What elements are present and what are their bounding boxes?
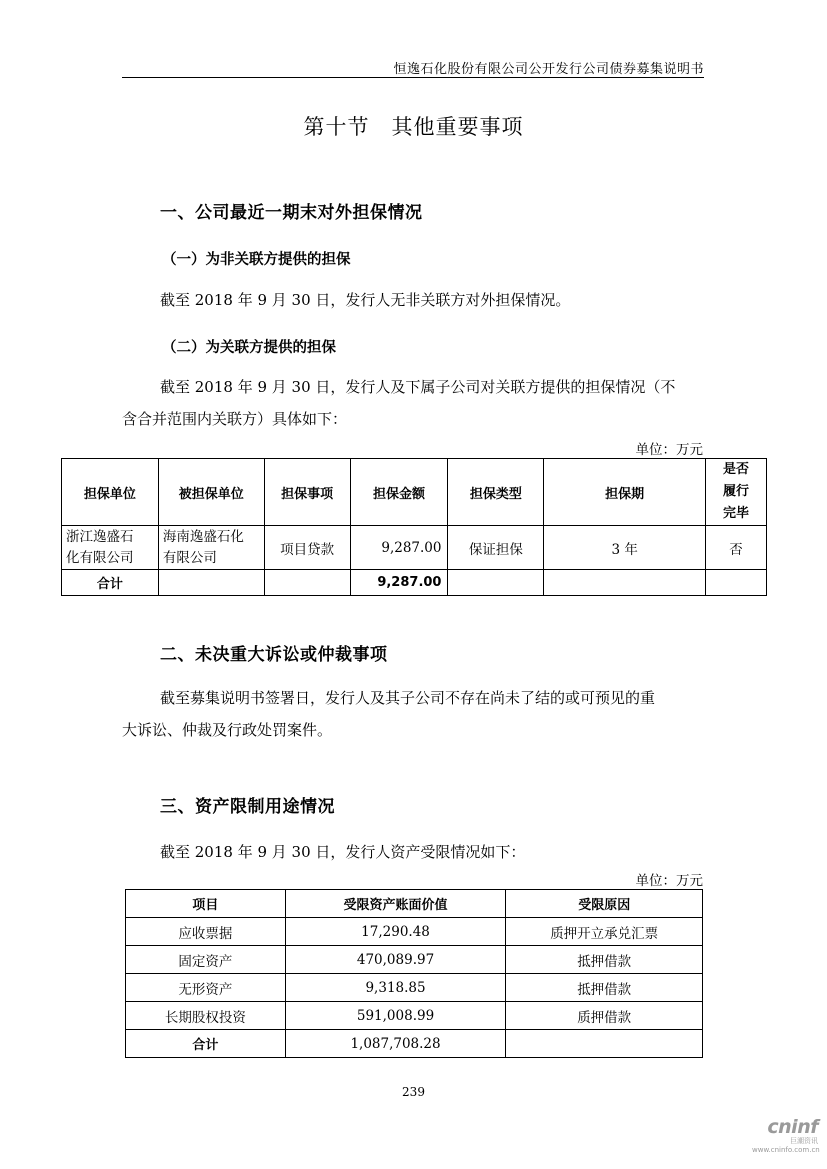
section-title: 第十节 其他重要事项 [303,115,524,139]
cell-empty [448,570,544,596]
cell-reason: 抵押借款 [506,974,703,1002]
cell-type: 保证担保 [448,526,544,570]
unit-label-guarantee: 单位：万元 [635,442,703,458]
cell-empty [264,570,350,596]
cell-guaranteed: 海南逸盛石化 有限公司 [158,526,264,570]
table-row [126,1002,703,1030]
cell-asset-item: 长期股权投资 [126,1002,286,1030]
subheading-related: （二）为关联方提供的担保 [162,340,336,356]
col-item: 担保事项 [264,459,350,526]
cell-total-label: 合计 [126,1030,286,1058]
paragraph-restricted-assets: 截至 2018 年 9 月 30 日，发行人资产受限情况如下： [160,843,526,861]
subheading-non-related: （一）为非关联方提供的担保 [162,252,351,268]
unit-label-assets: 单位：万元 [635,873,703,889]
logo-url: www.cninfo.com.cn [752,1146,820,1154]
paragraph-related: 截至 2018 年 9 月 30 日，发行人及下属子公司对关联方提供的担保情况（不 含合并范围内关联方）具体如下： [122,378,676,428]
table-row [126,974,703,1002]
cell-guarantor: 浙江逸盛石 化有限公司 [62,526,159,570]
col-type: 担保类型 [448,459,544,526]
cell-empty [706,570,767,596]
guarantee-table [61,458,767,596]
cell-book-value: 470,089.97 [285,946,506,974]
cell-total-amount: 9,287.00 [350,570,448,596]
col-asset-item: 项目 [126,890,286,918]
heading-restricted-assets: 三、资产限制用途情况 [160,797,335,817]
table-header-row [126,890,703,918]
cell-reason: 质押开立承兑汇票 [506,918,703,946]
cell-period: 3 年 [544,526,706,570]
table-row [126,946,703,974]
cninfo-logo [752,1117,818,1155]
page-number: 239 [402,1085,425,1099]
table-total-row [126,1030,703,1058]
col-guaranteed: 被担保单位 [158,459,264,526]
col-period: 担保期 [544,459,706,526]
cell-total-label: 合计 [62,570,159,596]
logo-brand: cninf [767,1116,818,1138]
cell-book-value: 591,008.99 [285,1002,506,1030]
cell-completed: 否 [706,526,767,570]
paragraph-non-related: 截至 2018 年 9 月 30 日，发行人无非关联方对外担保情况。 [160,291,571,309]
cell-amount: 9,287.00 [350,526,448,570]
heading-guarantees: 一、公司最近一期末对外担保情况 [160,203,423,223]
table-header-row [62,459,767,526]
header-rule [122,77,704,78]
restricted-assets-table [125,889,703,1058]
cell-item: 项目贷款 [264,526,350,570]
cell-book-value: 17,290.48 [285,918,506,946]
cell-empty [506,1030,703,1058]
cell-total-value: 1,087,708.28 [285,1030,506,1058]
cell-empty [544,570,706,596]
cell-empty [158,570,264,596]
logo-cn: 巨潮资讯 [790,1137,818,1145]
cell-asset-item: 应收票据 [126,918,286,946]
table-row [62,526,767,570]
col-amount: 担保金额 [350,459,448,526]
cell-book-value: 9,318.85 [285,974,506,1002]
table-row [126,918,703,946]
col-completed: 是否 履行 完毕 [706,459,767,526]
col-guarantor: 担保单位 [62,459,159,526]
col-book-value: 受限资产账面价值 [285,890,506,918]
running-header: 恒逸石化股份有限公司公开发行公司债券募集说明书 [393,62,704,77]
cell-reason: 质押借款 [506,1002,703,1030]
cell-asset-item: 固定资产 [126,946,286,974]
cell-asset-item: 无形资产 [126,974,286,1002]
paragraph-litigation: 截至募集说明书签署日，发行人及其子公司不存在尚未了结的或可预见的重 大诉讼、仲裁及行政处罚案件。 [122,689,656,739]
table-total-row [62,570,767,596]
heading-litigation: 二、未决重大诉讼或仲裁事项 [160,645,388,665]
col-reason: 受限原因 [506,890,703,918]
cell-reason: 抵押借款 [506,946,703,974]
